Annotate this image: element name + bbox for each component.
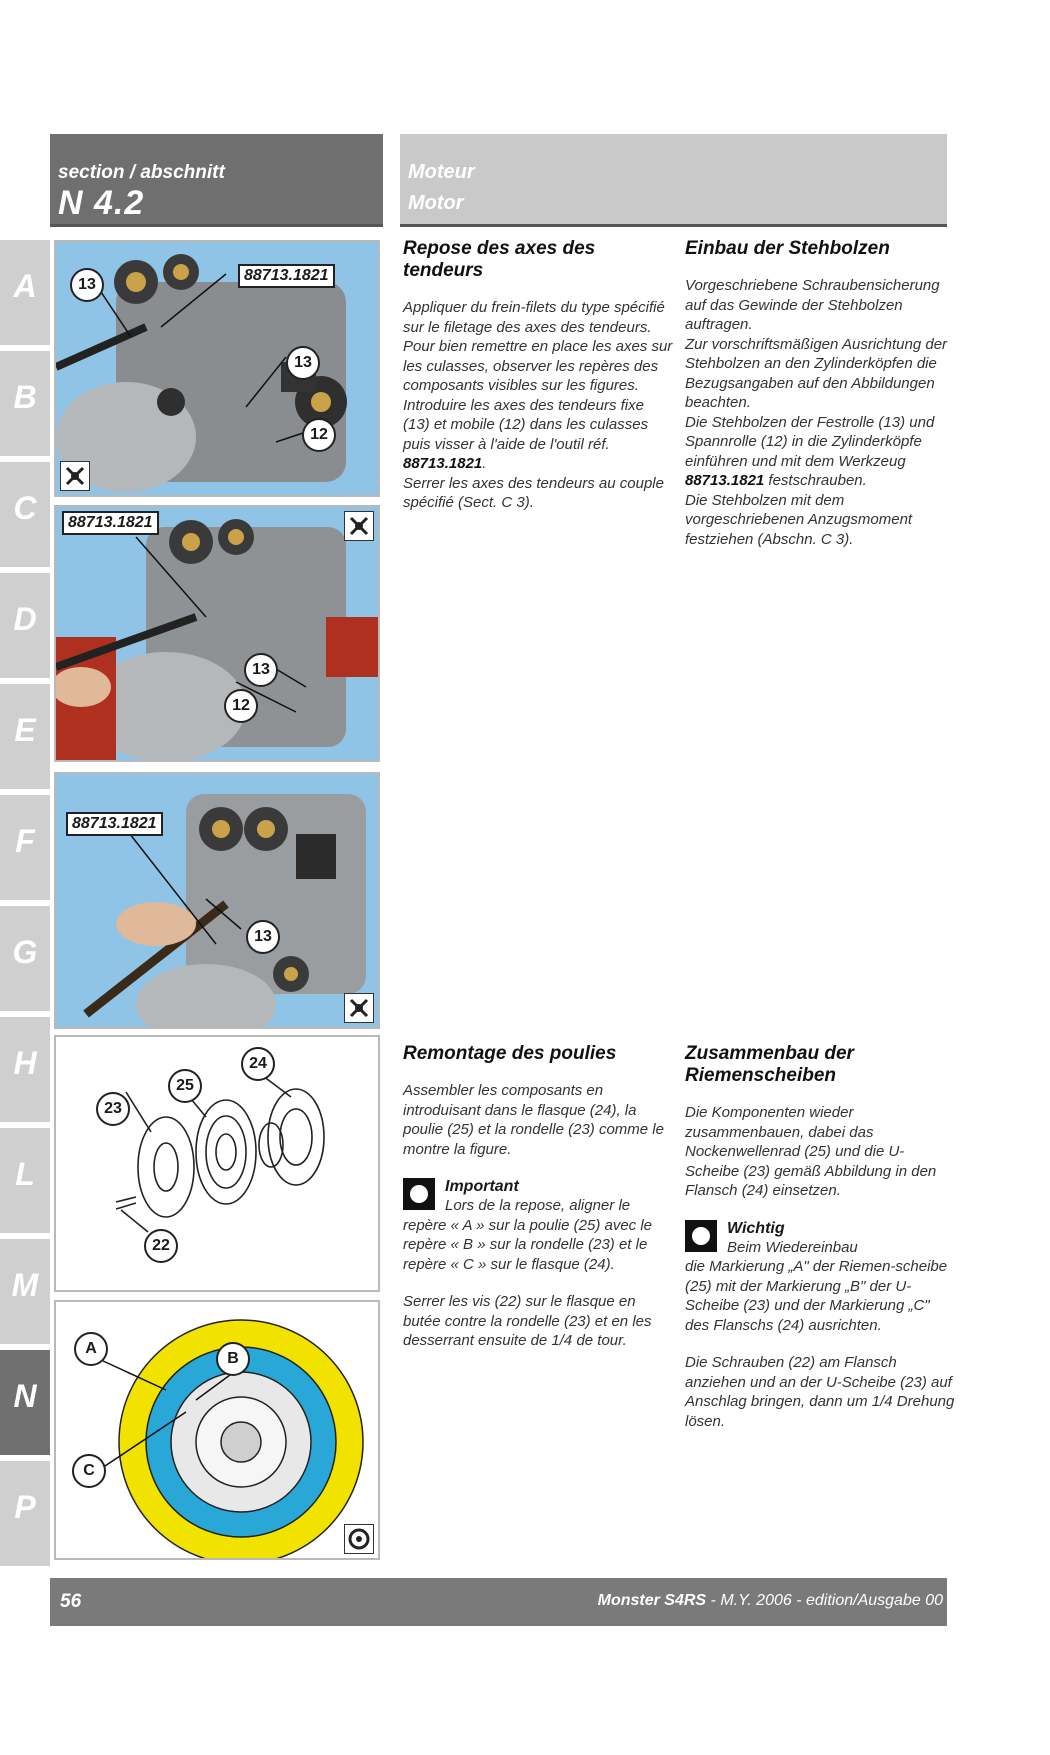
tab-f[interactable]: F	[0, 795, 50, 900]
section-title: Zusammenbau der Riemenscheiben	[685, 1043, 854, 1086]
wrench-icon	[344, 511, 374, 541]
page-number: 56	[60, 1591, 82, 1612]
section-label: section / abschnitt	[58, 162, 225, 183]
engine-photo-3	[54, 772, 380, 1029]
section-tensioner-fr	[403, 238, 673, 513]
chapter-title-fr: Moteur	[408, 161, 475, 183]
label-12: 12	[302, 418, 336, 452]
tab-b[interactable]: B	[0, 351, 50, 456]
section-body: Die Komponenten wieder zusammenbauen, dabei das Nockenwellenrad (25) und die U-Scheibe (23) gemäß Abbildung in den Flansch (24) einsetzen.	[685, 1104, 937, 1199]
tab-g[interactable]: G	[0, 906, 50, 1011]
tool-ref-label: 88713.1821	[238, 264, 335, 288]
section-body: Appliquer du frein-filets du type spécifié sur le filetage des axes des tendeurs. Pour bien remettre en place les axes sur les culasses, observer les repères des composants visibles sur les figures. Introduire les axes des tendeurs fixe (13) et mobile (12) dans les culasses puis visser à l'aide de l'outil réf. 88713.1821. Serrer les axes des tendeurs au couple spécifié (Sect. C 3).	[403, 299, 673, 511]
header-rule-left	[50, 224, 383, 227]
tab-m[interactable]: M	[0, 1239, 50, 1344]
section-header	[50, 134, 383, 226]
tab-e[interactable]: E	[0, 684, 50, 789]
label-13: 13	[244, 653, 278, 687]
section-title: Einbau der Stehbolzen	[685, 238, 890, 259]
tab-l[interactable]: L	[0, 1128, 50, 1233]
important-first-line: Beim Wiedereinbau	[727, 1238, 858, 1256]
important-text: die Markierung „A" der Riemen-scheibe (25) mit der Markierung „B" der U-Scheibe (23) und der Markierung „C" des Flanschs (24) ausrichten.	[685, 1258, 948, 1334]
important-title: Wichtig	[727, 1219, 785, 1237]
important-note	[403, 1177, 673, 1274]
section-body: Assembler les composants en introduisant dans le flasque (24), la poulie (25) et la rondelle (23) comme le montre la figure.	[403, 1082, 664, 1158]
section-pulleys-fr	[403, 1043, 673, 1351]
pulley-drawing	[56, 1037, 378, 1290]
important-note	[685, 1219, 955, 1336]
important-icon	[685, 1220, 717, 1252]
chapter-header	[400, 134, 947, 226]
tab-p[interactable]: P	[0, 1461, 50, 1566]
tab-h[interactable]: H	[0, 1017, 50, 1122]
engine-photo-1	[54, 240, 380, 497]
engine-icon	[344, 1524, 374, 1554]
label-22: 22	[144, 1229, 178, 1263]
pulley-exploded-diagram	[54, 1035, 380, 1292]
wrench-icon	[344, 993, 374, 1023]
model-edition: Monster S4RS - M.Y. 2006 - edition/Ausgabe 00	[597, 1592, 943, 1609]
section-body-2: Die Schrauben (22) am Flansch anziehen und an der U-Scheibe (23) auf Anschlag bringen, dann um 1/4 Drehung lösen.	[685, 1354, 955, 1430]
chapter-title-de: Motor	[408, 192, 464, 214]
important-first-line: Lors de la repose, aligner le	[445, 1197, 631, 1214]
section-body: Vorgeschriebene Schraubensicherung auf das Gewinde der Stehbolzen auftragen. Zur vorschriftsmäßigen Ausrichtung der Stehbolzen an den Zylinderköpfen die Bezugsangaben auf den Abbildungen beachten. Die Stehbolzen der Festrolle (13) und Spannrolle (12) in die Zylinderköpfe einführen und mit dem Werkzeug 88713.1821 festschrauben. Die Stehbolzen mit dem vorgeschriebenen Anzugsmoment festziehen (Abschn. C 3).	[685, 277, 948, 548]
section-tensioner-de	[685, 238, 955, 549]
tab-d[interactable]: D	[0, 573, 50, 678]
label-c: C	[72, 1454, 106, 1488]
important-text: repère « A » sur la poulie (25) avec le repère « B » sur la rondelle (23) et le repère « C » sur le flasque (24).	[403, 1216, 653, 1273]
section-body-2: Serrer les vis (22) sur le flasque en butée contre la rondelle (23) et en les desserrant ensuite de 1/4 de tour.	[403, 1293, 652, 1349]
section-tabs	[0, 240, 50, 1572]
label-13: 13	[70, 268, 104, 302]
tool-ref-label: 88713.1821	[62, 511, 159, 535]
section-title: Remontage des poulies	[403, 1043, 617, 1064]
label-a: A	[74, 1332, 108, 1366]
tool-ref-label: 88713.1821	[66, 812, 163, 836]
important-title: Important	[445, 1178, 519, 1195]
label-13: 13	[246, 920, 280, 954]
label-b: B	[216, 1342, 250, 1376]
section-title: Repose des axes des tendeurs	[403, 238, 596, 281]
engine-illustration	[56, 507, 378, 760]
header-rule-right	[400, 224, 947, 227]
important-icon	[403, 1178, 435, 1210]
wrench-icon	[60, 461, 90, 491]
label-24: 24	[241, 1047, 275, 1081]
section-number: N 4.2	[58, 184, 145, 222]
label-25: 25	[168, 1069, 202, 1103]
tab-c[interactable]: C	[0, 462, 50, 567]
pulley-alignment-diagram	[54, 1300, 380, 1560]
tab-n[interactable]: N	[0, 1350, 50, 1455]
label-23: 23	[96, 1092, 130, 1126]
tab-a[interactable]: A	[0, 240, 50, 345]
label-12: 12	[224, 689, 258, 723]
page-footer	[50, 1578, 947, 1626]
engine-photo-2	[54, 505, 380, 762]
section-pulleys-de	[685, 1043, 955, 1431]
label-13: 13	[286, 346, 320, 380]
